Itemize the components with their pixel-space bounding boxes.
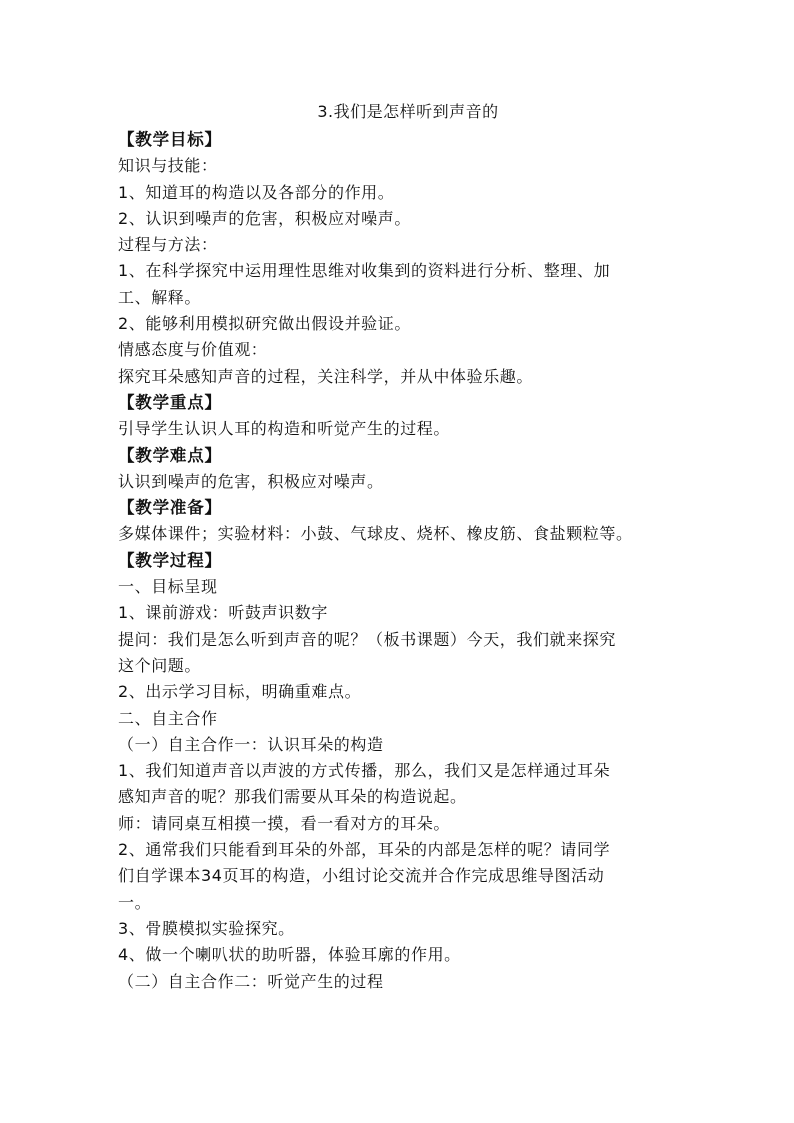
text-line: 2、能够利用模拟研究做出假设并验证。 [118,314,411,334]
text-line: 3、骨膜模拟实验探究。 [118,918,295,938]
section-heading: 【教学目标】 [118,130,222,149]
section-heading: 【教学重点】 [118,392,222,412]
text-line: 感知声音的呢？那我们需要从耳朵的构造说起。 [118,787,467,807]
section-heading: 【教学准备】 [118,498,222,518]
document-page [118,97,678,995]
text-line: 1、知道耳的构造以及各部分的作用。 [118,182,395,202]
document-title: 3.我们是怎样听到声音的 [317,102,499,121]
text-line: 过程与方法： [118,235,218,255]
text-line: 2、通常我们只能看到耳朵的外部，耳朵的内部是怎样的呢？请同学 [118,840,611,860]
text-line: 引导学生认识人耳的构造和听觉产生的过程。 [118,419,451,439]
text-line: 2、出示学习目标，明确重难点。 [118,682,362,702]
text-line: （二）自主合作二：听觉产生的过程 [118,971,384,991]
text-line: 工、解释。 [118,287,202,307]
text-line: 2、认识到噪声的危害，积极应对噪声。 [118,208,411,228]
text-line: 一、目标呈现 [118,577,218,597]
text-line: 二、自主合作 [118,708,218,728]
text-line: 师：请同桌互相摸一摸，看一看对方的耳朵。 [118,813,451,833]
text-line: 探究耳朵感知声音的过程，关注科学，并从中体验乐趣。 [118,366,534,386]
text-line: 提问：我们是怎么听到声音的呢？（板书课题）今天，我们就来探究 [118,629,617,649]
document-body [118,127,678,995]
section-heading: 【教学过程】 [118,550,222,570]
text-line: （一）自主合作一：认识耳朵的构造 [118,734,384,754]
section-heading: 【教学难点】 [118,445,222,465]
text-line: 1、在科学探究中运用理性思维对收集到的资料进行分析、整理、加 [118,261,611,281]
text-line: 认识到噪声的危害，积极应对噪声。 [118,471,384,491]
text-line: 情感态度与价值观： [118,340,268,360]
text-line: 1、课前游戏：听鼓声识数字 [118,603,328,623]
text-line: 这个问题。 [118,655,202,675]
text-line: 们自学课本34页耳的构造，小组讨论交流并合作完成思维导图活动 [118,866,605,886]
text-line: 知识与技能： [118,156,218,176]
text-line: 4、做一个喇叭状的助听器，体验耳廓的作用。 [118,945,461,965]
text-line: 1、我们知道声音以声波的方式传播，那么，我们又是怎样通过耳朵 [118,761,611,781]
text-line: 多媒体课件；实验材料：小鼓、气球皮、烧杯、橡皮筋、食盐颗粒等。 [118,524,633,544]
text-line: 一。 [118,892,152,912]
